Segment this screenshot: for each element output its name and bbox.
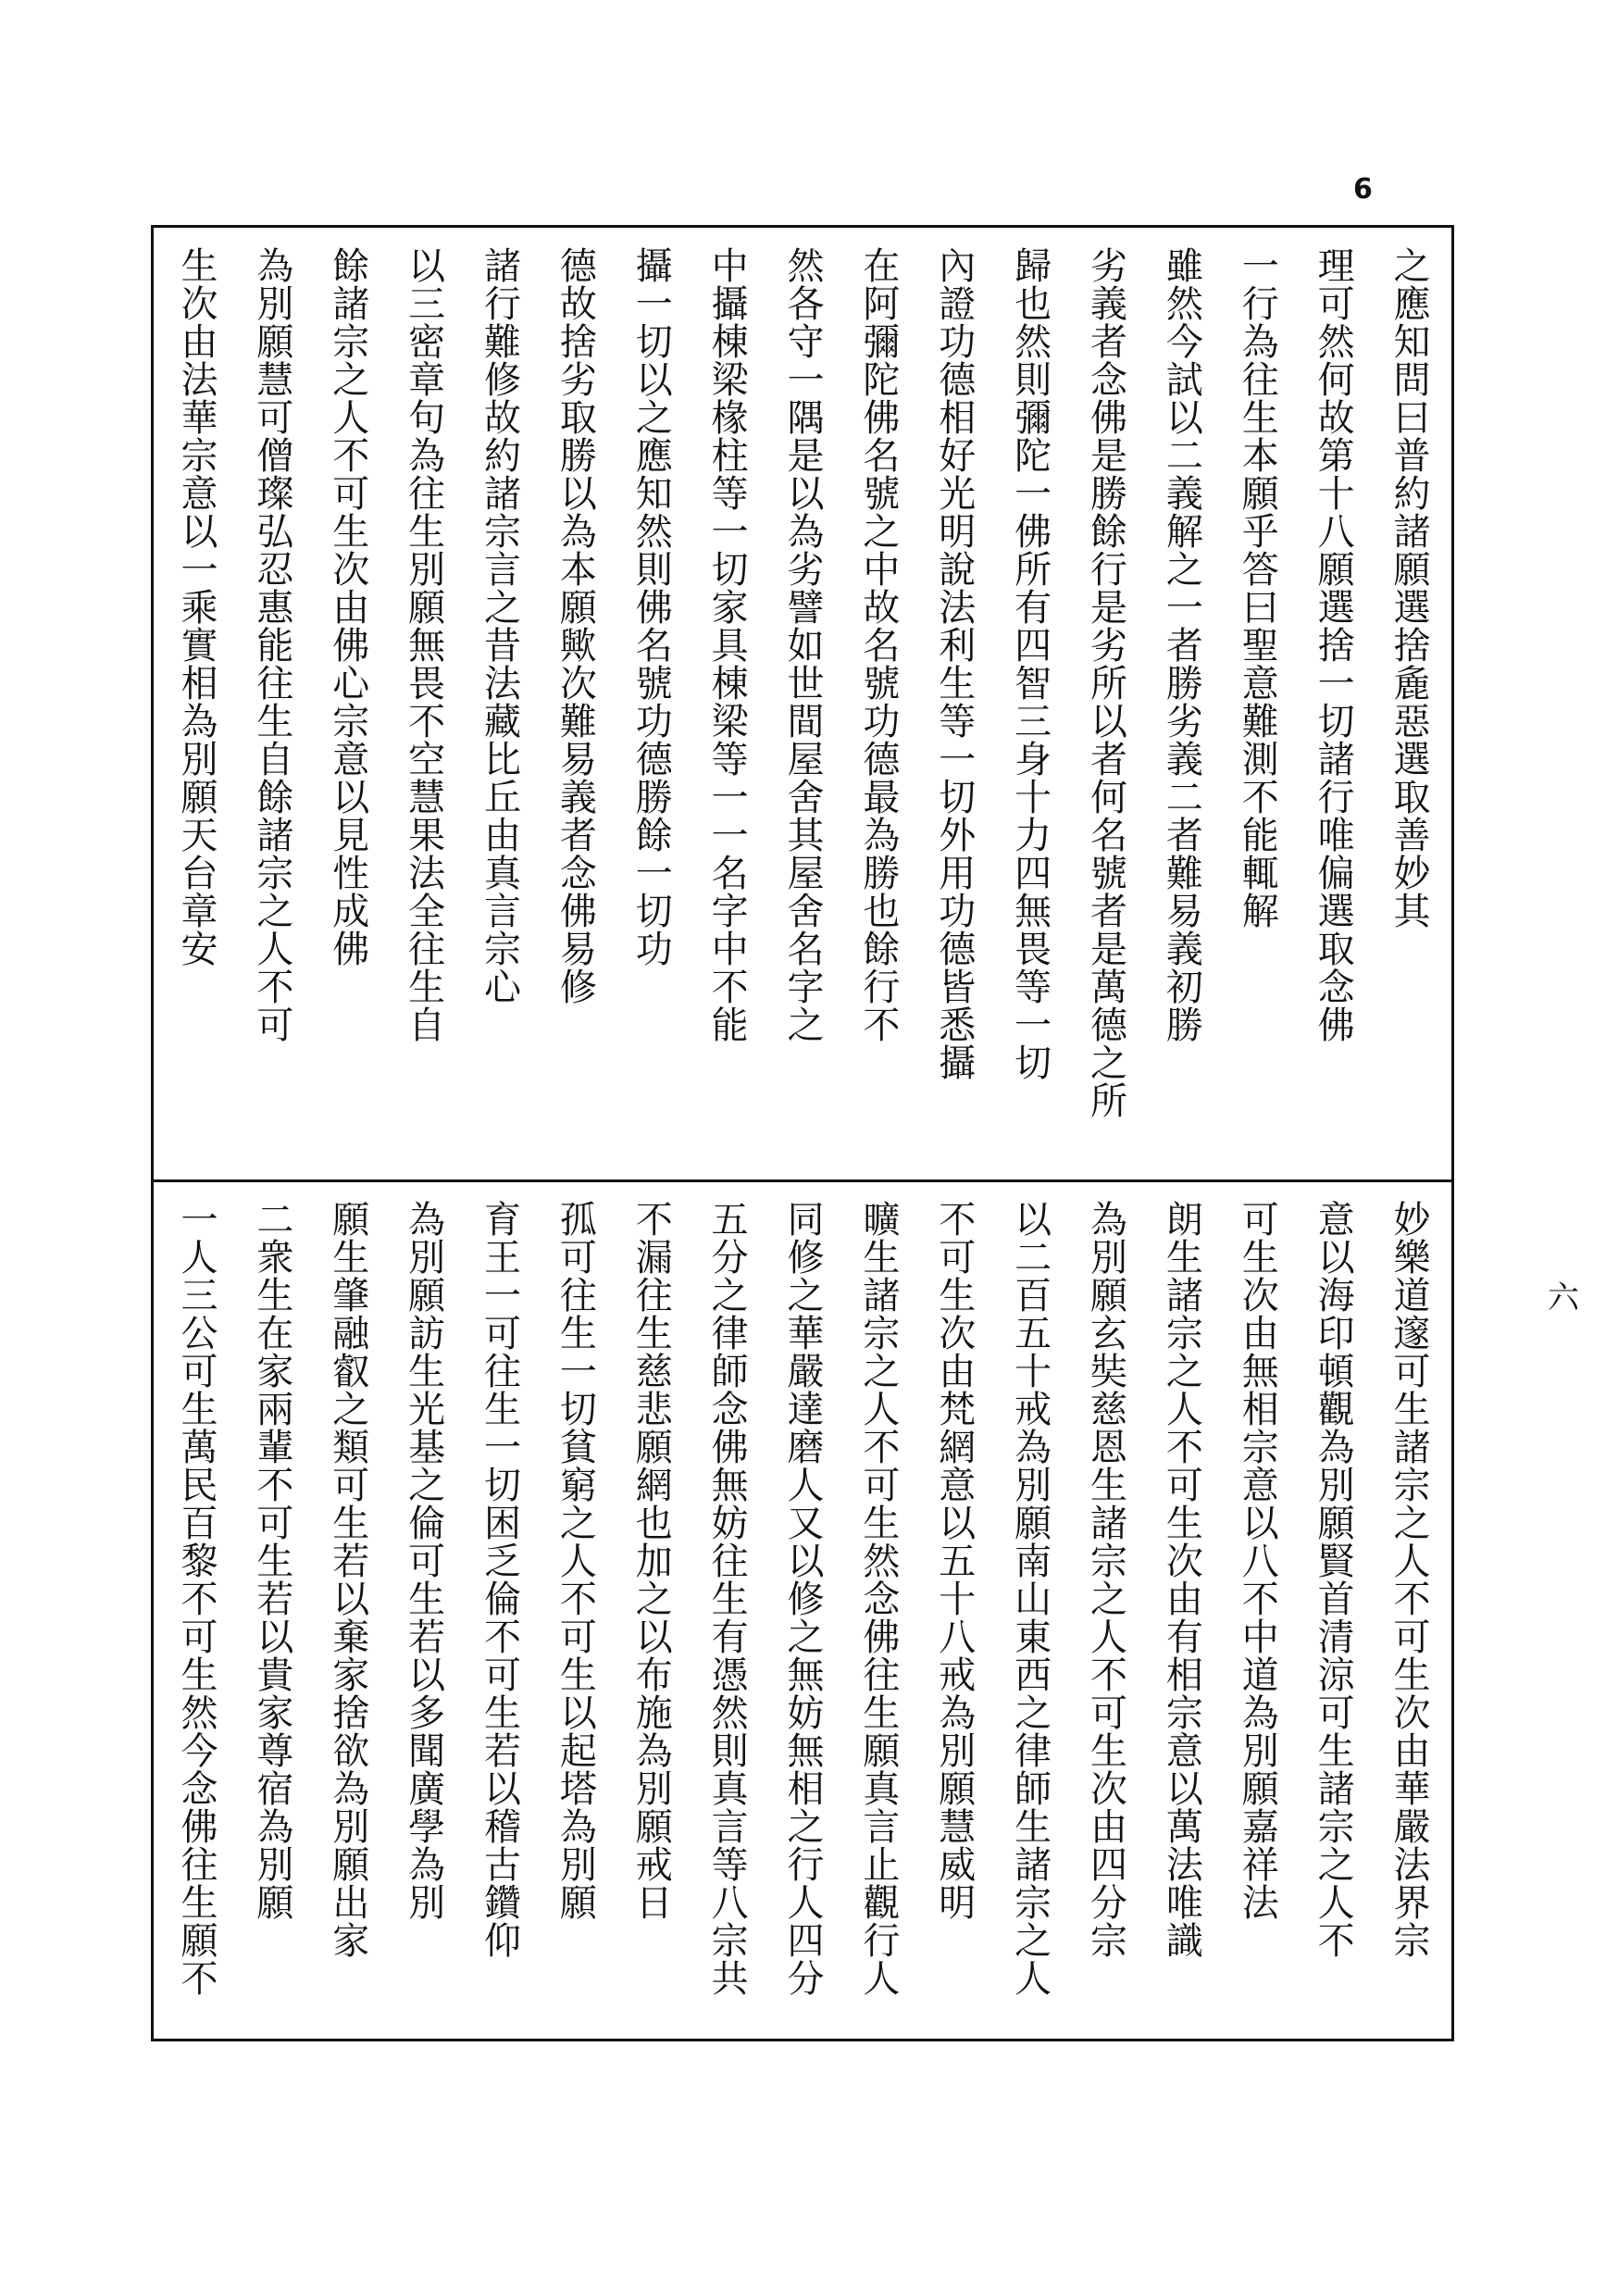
text-column: 孤可往生一切貧窮之人不可生以起塔為別願 — [554, 1200, 597, 1921]
text-column: 願生肇融叡之類可生若以棄家捨欲為別願出家 — [326, 1200, 369, 1959]
text-column: 餘諸宗之人不可生次由佛心宗意以見性成佛 — [326, 246, 369, 967]
text-column: 不可生次由梵網意以五十八戒為別願慧威明 — [932, 1200, 976, 1921]
text-frame — [151, 225, 1454, 2041]
text-column: 一人三公可生萬民百黎不可生然今念佛往生願不 — [175, 1200, 218, 1997]
section-divider — [154, 1179, 1451, 1182]
text-column: 以二百五十戒為別願南山東西之律師生諸宗之人 — [1008, 1200, 1052, 1997]
upper-text-panel — [172, 246, 1433, 1165]
text-column: 妙樂道邃可生諸宗之人不可生次由華嚴法界宗 — [1388, 1200, 1430, 1959]
text-column: 諸行難修故約諸宗言之昔法藏比丘由真言宗心 — [478, 246, 521, 1005]
text-column: 朗生諸宗之人不可生次由有相宗意以萬法唯識 — [1160, 1200, 1203, 1959]
text-column: 歸也然則彌陀一佛所有四智三身十力四無畏等一切 — [1008, 246, 1052, 1081]
text-column: 為別願慧可僧璨弘忍惠能往生自餘諸宗之人不可 — [250, 246, 293, 1043]
text-column: 育王一可往生一切困乏倫不可生若以稽古鑽仰 — [478, 1200, 521, 1959]
text-column: 在阿彌陀佛名號之中故名號功德最為勝也餘行不 — [856, 246, 900, 1043]
lower-text-panel — [172, 1200, 1433, 2024]
text-column: 雖然今試以二義解之一者勝劣義二者難易義初勝 — [1160, 246, 1203, 1043]
text-column: 意以海印頓觀為別願賢首清涼可生諸宗之人不 — [1312, 1200, 1355, 1959]
text-column: 理可然何故第十八願選捨一切諸行唯偏選取念佛 — [1312, 246, 1355, 1043]
text-column: 劣義者念佛是勝餘行是劣所以者何名號者是萬德之所 — [1084, 246, 1127, 1119]
text-column: 一行為往生本願乎答曰聖意難測不能輒解 — [1236, 246, 1279, 930]
text-column: 德故捨劣取勝以為本願歟次難易義者念佛易修 — [554, 246, 597, 1005]
text-column: 同修之華嚴達磨人又以修之無妨無相之行人四分 — [781, 1200, 824, 1997]
text-column: 之應知問曰普約諸願選捨麁惡選取善妙其 — [1388, 246, 1430, 930]
text-column: 可生次由無相宗意以八不中道為別願嘉祥法 — [1236, 1200, 1279, 1921]
text-column: 為別願訪生光基之倫可生若以多聞廣學為別 — [402, 1200, 445, 1921]
text-column: 攝一切以之應知然則佛名號功德勝餘一切功 — [629, 246, 673, 967]
text-column: 為別願玄奘慈恩生諸宗之人不可生次由四分宗 — [1084, 1200, 1127, 1959]
text-column: 曠生諸宗之人不可生然念佛往生願真言止觀行人 — [856, 1200, 900, 1997]
page-number-top: 6 — [1353, 173, 1373, 206]
text-column: 然各守一隅是以為劣譬如世間屋舍其屋舍名字之 — [781, 246, 824, 1043]
text-column: 五分之律師念佛無妨往生有憑然則真言等八宗共 — [705, 1200, 749, 1997]
text-column: 內證功德相好光明說法利生等一切外用功德皆悉攝 — [932, 246, 976, 1081]
page-number-side: 六 — [1548, 1279, 1579, 1316]
text-column: 二衆生在家兩輩不可生若以貴家尊宿為別願 — [250, 1200, 293, 1921]
text-column: 生次由法華宗意以一乘實相為別願天台章安 — [175, 246, 218, 967]
text-column: 以三密章句為往生別願無畏不空慧果法全往生自 — [402, 246, 445, 1043]
text-column: 不漏往生慈悲願網也加之以布施為別願戒日 — [629, 1200, 673, 1921]
text-column: 中攝棟梁椽柱等一切家具棟梁等一一名字中不能 — [705, 246, 749, 1043]
